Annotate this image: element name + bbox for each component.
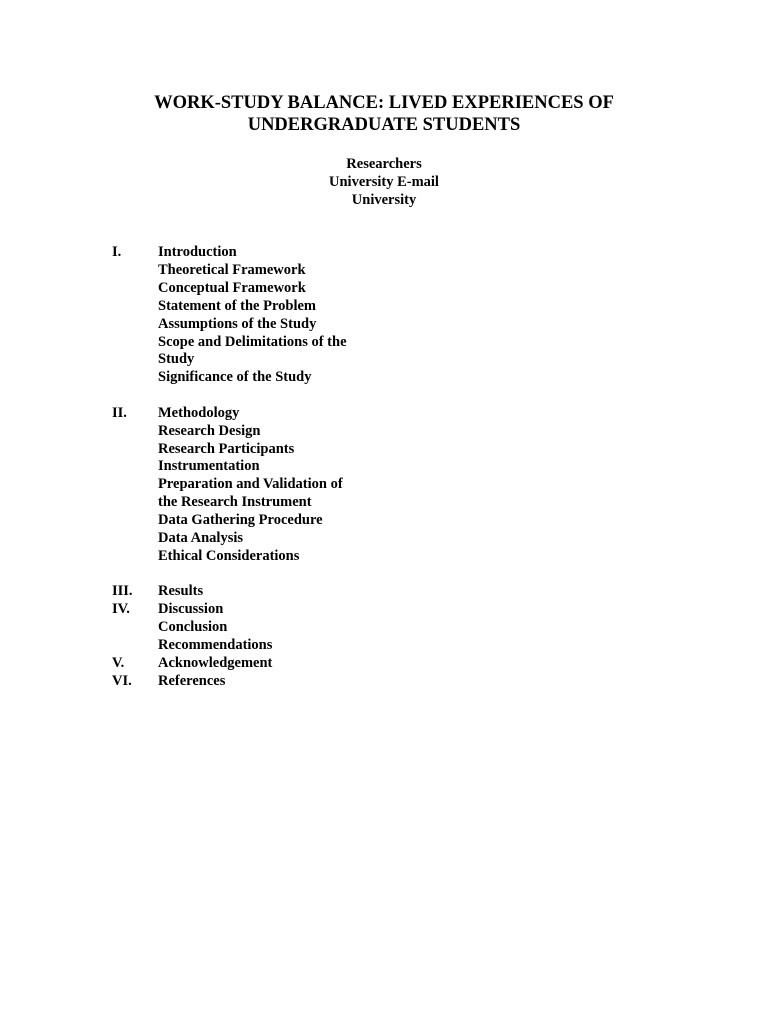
outline-item: the Research Instrument (158, 494, 312, 511)
title-line: UNDERGRADUATE STUDENTS (247, 115, 521, 135)
outline-row (112, 619, 412, 637)
outline-row (112, 637, 412, 655)
outline-row (112, 548, 412, 566)
outline-row (112, 280, 412, 298)
outline-section-2 (112, 405, 412, 566)
section-numeral: V. (112, 655, 125, 672)
outline-item: Introduction (158, 244, 237, 260)
outline-item: Significance of the Study (158, 369, 312, 386)
section-numeral: I. (112, 244, 122, 260)
outline-row (112, 334, 412, 352)
outline-item: Instrumentation (158, 458, 260, 475)
title-line: WORK-STUDY BALANCE: LIVED EXPERIENCES OF (154, 93, 614, 113)
byline-researchers: Researchers (346, 156, 422, 172)
outline-row (112, 458, 412, 476)
outline-item: Study (158, 351, 195, 368)
table-of-contents (112, 244, 412, 691)
outline-row (112, 601, 412, 619)
outline-row (112, 655, 412, 673)
outline-row (112, 405, 412, 423)
outline-item: Conclusion (158, 619, 228, 636)
outline-item: Methodology (158, 404, 240, 421)
section-numeral: III. (112, 583, 133, 600)
outline-row (112, 369, 412, 387)
outline-row (112, 316, 412, 334)
outline-row (112, 530, 412, 548)
outline-row (112, 494, 412, 512)
outline-item: Conceptual Framework (158, 279, 306, 296)
outline-section-1 (112, 244, 412, 387)
section-numeral: VI. (112, 672, 132, 689)
outline-item: Recommendations (158, 637, 273, 654)
outline-row (112, 262, 412, 280)
outline-item: Results (158, 583, 204, 600)
outline-item: Statement of the Problem (158, 297, 316, 314)
outline-item: Assumptions of the Study (158, 315, 317, 332)
outline-row (112, 441, 412, 459)
outline-item: Theoretical Framework (158, 261, 306, 278)
outline-item: Ethical Considerations (158, 548, 300, 564)
outline-item: Data Analysis (158, 530, 244, 547)
outline-row (112, 351, 412, 369)
outline-item: Preparation and Validation of (158, 476, 343, 493)
section-numeral: IV. (112, 601, 130, 618)
outline-item: Research Design (158, 422, 261, 439)
outline-item: Data Gathering Procedure (158, 512, 323, 529)
outline-item: Discussion (158, 601, 224, 618)
outline-row (112, 583, 412, 601)
byline-university: University (351, 192, 417, 208)
section-numeral: II. (112, 404, 127, 421)
outline-row (112, 244, 412, 262)
document-title (0, 92, 768, 136)
outline-row (112, 423, 412, 441)
author-byline (0, 155, 768, 209)
outline-item: Acknowledgement (158, 655, 273, 672)
outline-row (112, 512, 412, 530)
outline-item: References (158, 672, 226, 689)
byline-email: University E-mail (329, 174, 439, 190)
outline-item: Scope and Delimitations of the (158, 333, 347, 350)
outline-item: Research Participants (158, 440, 295, 457)
outline-row (112, 298, 412, 316)
outline-row (112, 476, 412, 494)
outline-section-3-6 (112, 583, 412, 690)
outline-row (112, 673, 412, 691)
